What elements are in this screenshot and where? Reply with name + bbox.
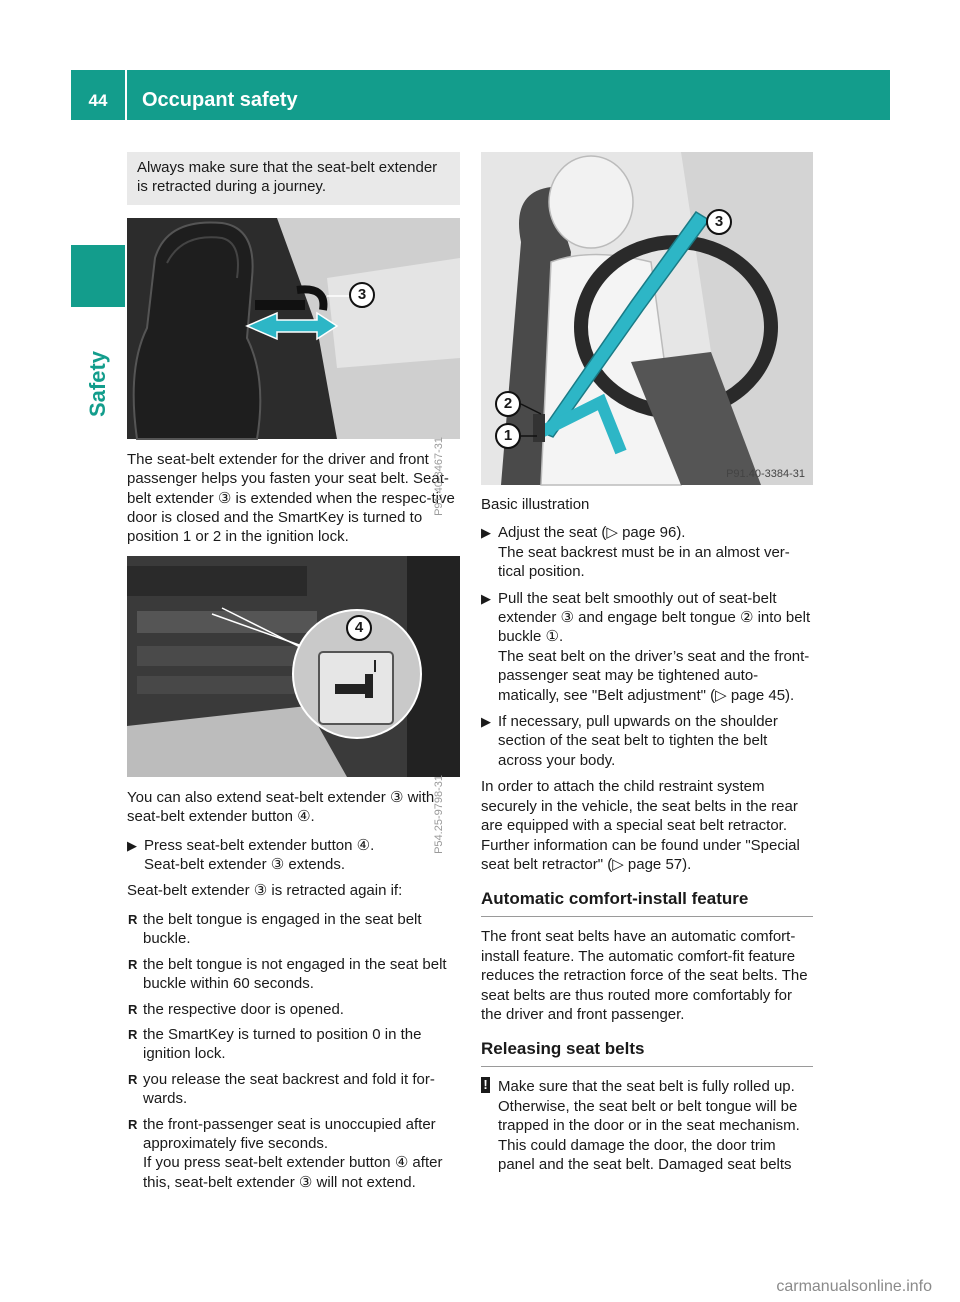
step-result: The seat belt on the driver’s seat and the front-passenger seat may be tightened auto-matically, see "Belt adjustment" (▷ page 45). <box>498 647 810 704</box>
warning-icon: ! <box>481 1077 490 1093</box>
callout-2-label: 2 <box>503 395 513 412</box>
note-box <box>127 152 460 205</box>
bullet-icon: R <box>128 1116 138 1132</box>
warning-note <box>481 1077 813 1174</box>
list-item: R the respective door is opened. <box>128 1000 344 1018</box>
left-column <box>127 152 460 1198</box>
step-tighten-belt <box>481 712 813 770</box>
bullet-icon: R <box>128 1071 138 1087</box>
paragraph-comfort-install: The front seat belts have an automatic comfort-install feature. The automatic comfort-fit feature reduces the retraction force of the seat belts. The seat belts are thus routed more comfortably for the driver and front passenger. <box>481 928 808 1023</box>
list-item-note: If you press seat-belt extender button ④ after this, seat-belt extender ③ will not extend. <box>143 1154 443 1191</box>
step-press-button <box>127 836 460 875</box>
step-arrow-icon: ▶ <box>481 525 491 541</box>
header-separator <box>125 70 127 120</box>
step-adjust-seat <box>481 523 813 581</box>
paragraph-extender-button: You can also extend seat-belt extender ③ with seat-belt extender button ④. <box>127 788 435 826</box>
bullet-icon: R <box>128 1026 138 1042</box>
callout-3-label: 3 <box>714 213 724 230</box>
side-tab-label: Safety <box>85 350 110 417</box>
callout-1-label: 1 <box>503 427 513 444</box>
bullet-icon: R <box>128 1001 138 1017</box>
figure-code: P54.25-9798-31 <box>433 774 445 854</box>
list-item: R you release the seat backrest and fold it for-wards. <box>128 1070 435 1108</box>
list-item: R the belt tongue is not engaged in the seat belt buckle within 60 seconds. <box>128 955 447 993</box>
step-arrow-icon: ▶ <box>481 714 491 730</box>
chapter-title: Occupant safety <box>142 89 298 111</box>
paragraph-retract-conditions: Seat-belt extender ③ is retracted again if: <box>127 882 403 900</box>
section-heading-releasing-belts: Releasing seat belts <box>481 1038 813 1067</box>
right-column <box>481 152 813 1174</box>
side-tab <box>71 245 125 307</box>
step-arrow-icon: ▶ <box>127 837 137 853</box>
step-arrow-icon: ▶ <box>481 590 491 606</box>
list-item: R the belt tongue is engaged in the seat belt buckle. <box>128 910 422 948</box>
figure-caption: Basic illustration <box>481 496 590 513</box>
step-pull-belt <box>481 589 813 705</box>
step-text: Press seat-belt extender button ④. <box>144 836 375 854</box>
watermark: carmanualsonline.info <box>776 1278 932 1295</box>
console-illustration <box>127 556 460 777</box>
driver-illustration <box>481 152 813 485</box>
warning-text: Make sure that the seat belt is fully rolled up. Otherwise, the seat belt or belt tongue will be trapped in the door or in the seat mechanism. This could damage the door, the door trim panel and the seat belt. Damaged seat belts <box>498 1078 800 1173</box>
bullet-icon: R <box>128 911 138 927</box>
page-number: 44 <box>88 91 108 110</box>
list-item: R the front-passenger seat is unoccupied after approximately five seconds. If you press seat-belt extender button ④ after this, seat-belt extender ③ will not extend. <box>127 1115 460 1193</box>
paragraph-extender-intro: The seat-belt extender for the driver and front passenger helps you fasten your seat belt. Seat-belt extender ③ is extended when the respec-tive door is closed and the SmartKey is turned to position 1 or 2 in the ignition lock. <box>127 450 455 546</box>
callout-3-label: 3 <box>357 285 367 303</box>
callout-4-label: 4 <box>354 618 364 636</box>
note-text: Always make sure that the seat-belt extender is retracted during a journey. <box>137 159 438 196</box>
step-text: Adjust the seat (▷ page 96). <box>498 524 686 542</box>
step-text: Pull the seat belt smoothly out of seat-belt extender ③ and engage belt tongue ② into belt buckle ①. <box>498 589 811 646</box>
step-result: The seat backrest must be in an almost ver-tical position. <box>498 543 790 581</box>
figure-seat-belt-usage <box>481 152 813 485</box>
seat-illustration <box>127 218 460 439</box>
list-item: R the SmartKey is turned to position 0 in the ignition lock. <box>128 1025 422 1063</box>
paragraph-child-restraint: In order to attach the child restraint system securely in the vehicle, the seat belts in the rear are equipped with a special seat belt retractor. Further information can be found under "Special seat belt retractor" (▷ page 57). <box>481 778 800 873</box>
figure-code: P91.40-3384-31 <box>726 468 805 480</box>
section-heading-comfort-install: Automatic comfort-install feature <box>481 888 813 917</box>
figure-code: P91.40-3467-31 <box>433 436 445 516</box>
step-text: If necessary, pull upwards on the shoulder section of the seat belt to tighten the belt across your body. <box>498 713 778 769</box>
step-result: Seat-belt extender ③ extends. <box>144 856 346 874</box>
bullet-icon: R <box>128 956 138 972</box>
